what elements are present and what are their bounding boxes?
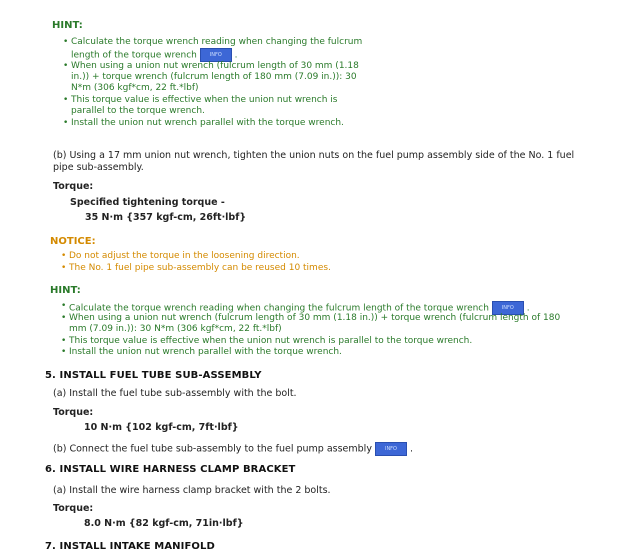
hint-text: Calculate the torque wrench reading when changing the fulcrum length of the torque wrench	[71, 37, 363, 61]
info-button[interactable]: INFO	[492, 301, 524, 315]
step-text: (b) Using a 17 mm union nut wrench, tighten the union nuts on the fuel pump assembly side of the No. 1 fuel pipe sub-assembly.	[53, 150, 575, 173]
bullet-icon: •	[63, 95, 69, 105]
step-text: (b) Connect the fuel tube sub-assembly to the fuel pump assembly INFO .	[53, 443, 414, 455]
bullet-icon: •	[63, 61, 69, 71]
hint-item	[61, 313, 564, 335]
hint-title: HINT:	[50, 285, 81, 296]
hint-text: Calculate the torque wrench reading when changing the fulcrum length of the torque wrench	[69, 303, 489, 314]
torque-label: Torque:	[53, 181, 94, 192]
bullet-icon: •	[63, 118, 69, 128]
bullet-icon: •	[61, 347, 67, 357]
hint-item	[63, 118, 344, 129]
bullet-icon: •	[61, 251, 67, 261]
hint-item: • Calculate the torque wrench reading when changing the fulcrum length of the torque wrench INFO .	[63, 37, 363, 61]
torque-label: Torque:	[53, 503, 94, 514]
spec-title: Specified tightening torque -	[70, 197, 225, 208]
notice-text: The No. 1 fuel pipe sub-assembly can be reused 10 times.	[69, 263, 331, 273]
hint-text: Install the union nut wrench parallel with the torque wrench.	[69, 347, 342, 357]
torque-value: 10 N·m {102 kgf-cm, 7ft·lbf}	[84, 422, 239, 433]
notice-text: Do not adjust the torque in the loosening direction.	[69, 251, 300, 261]
notice-item	[61, 251, 300, 262]
hint-title: HINT:	[52, 20, 83, 31]
section-title: 6. INSTALL WIRE HARNESS CLAMP BRACKET	[45, 464, 296, 475]
section-title: 5. INSTALL FUEL TUBE SUB-ASSEMBLY	[45, 370, 262, 381]
hint-item	[61, 336, 473, 347]
hint-text: This torque value is effective when the union nut wrench is parallel to the torque wrench.	[69, 336, 473, 346]
hint-text: This torque value is effective when the union nut wrench is parallel to the torque wrench.	[71, 95, 338, 116]
torque-value: 8.0 N·m {82 kgf-cm, 71in·lbf}	[84, 518, 244, 529]
step-text: (a) Install the wire harness clamp bracket with the 2 bolts.	[53, 485, 331, 496]
torque-label: Torque:	[53, 407, 94, 418]
notice-item	[61, 263, 331, 274]
section-title: 7. INSTALL INTAKE MANIFOLD	[45, 541, 215, 552]
hint-item: • Calculate the torque wrench reading when changing the fulcrum length of the torque wrench INFO .	[61, 301, 530, 314]
bullet-icon: •	[61, 263, 67, 273]
bullet-icon: •	[61, 313, 67, 323]
notice-title: NOTICE:	[50, 236, 96, 247]
bullet-icon: •	[63, 37, 69, 47]
bullet-icon: •	[61, 336, 67, 346]
torque-value: 35 N·m {357 kgf-cm, 26ft·lbf}	[85, 212, 247, 223]
hint-text: When using a union nut wrench (fulcrum length of 30 mm (1.18 in.)) + torque wrench (fulcrum length of 180 mm (7.09 in.)): 30 N*m (306 kgf*cm, 22 ft.*lbf)	[71, 61, 359, 93]
hint-text: Install the union nut wrench parallel with the torque wrench.	[71, 118, 344, 128]
step-text: (a) Install the fuel tube sub-assembly with the bolt.	[53, 388, 297, 399]
hint-item	[63, 95, 361, 117]
bullet-icon: •	[61, 301, 67, 311]
hint-item	[61, 347, 342, 358]
hint-text: When using a union nut wrench (fulcrum length of 30 mm (1.18 in.)) + torque wrench (fulcrum length of 180 mm (7.09 in.)): 30 N*m (306 kgf*cm, 22 ft.*lbf)	[69, 313, 561, 334]
info-button[interactable]: INFO	[375, 442, 407, 456]
step-b-text: (b) Connect the fuel tube sub-assembly to the fuel pump assembly	[53, 443, 372, 455]
info-button[interactable]: INFO	[200, 48, 232, 62]
hint-item	[63, 61, 376, 94]
